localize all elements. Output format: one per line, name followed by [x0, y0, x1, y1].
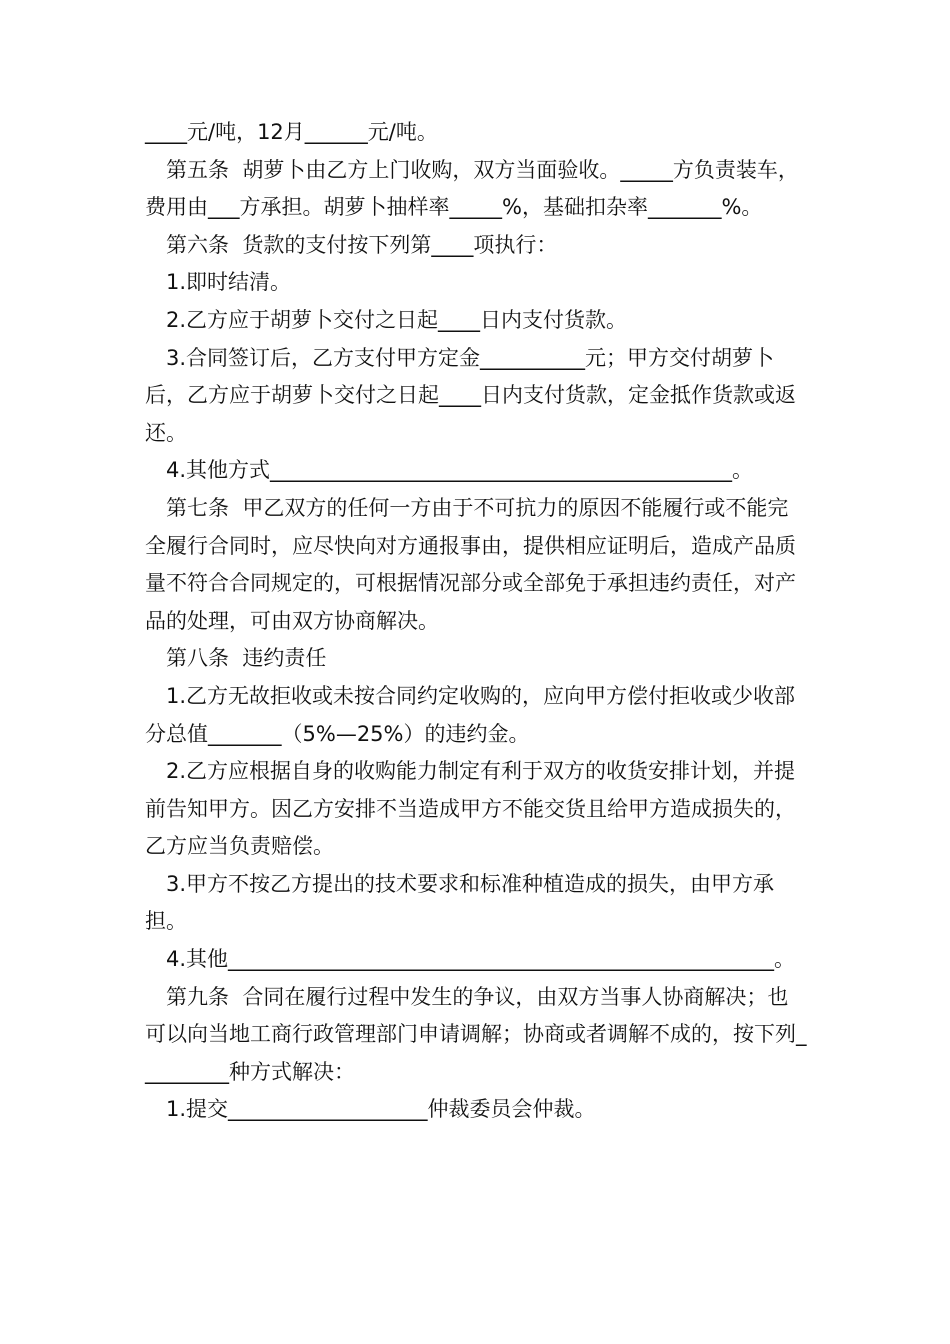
- paragraph-article-8-item-2: 2.乙方应根据自身的收购能力制定有利于双方的收货安排计划，并提前告知甲方。因乙方安排不当造成甲方不能交货且给甲方造成损失的，乙方应当负责赔偿。: [145, 759, 796, 859]
- paragraph-article-7: 第七条 甲乙双方的任何一方由于不可抗力的原因不能履行或不能完全履行合同时，应尽快向对方通报事由，提供相应证明后，造成产品质量不符合合同规定的，可根据情况部分或全部免于承担违约责任，对产品的处理，可由双方协商解决。: [145, 495, 796, 633]
- paragraph-article-5: 第五条 胡萝卜由乙方上门收购，双方当面验收。_____方负责装车，费用由___方承担。胡萝卜抽样率_____%，基础扣杂率_______%。: [145, 157, 799, 220]
- paragraph-article-6-item-4: 4.其他方式____________________________________________。: [166, 458, 754, 483]
- paragraph-article-8-item-4: 4.其他____________________________________________________。: [166, 947, 796, 972]
- paragraph-article-6: 第六条 货款的支付按下列第____项执行：: [166, 232, 558, 257]
- document-body: [145, 114, 807, 1129]
- paragraph-article-9: 第九条 合同在履行过程中发生的争议，由双方当事人协商解决；也可以向当地工商行政管理部门申请调解；协商或者调解不成的，按下列_________种方式解决：: [145, 984, 807, 1084]
- paragraph-article-6-item-3: 3.合同签订后，乙方支付甲方定金__________元；甲方交付胡萝卜后，乙方应于胡萝卜交付之日起____日内支付货款，定金抵作货款或返还。: [145, 345, 796, 445]
- paragraph-article-6-item-1: 1.即时结清。: [166, 270, 292, 295]
- paragraph-price-line: ____元/吨，12月______元/吨。: [145, 120, 438, 144]
- paragraph-article-8-item-3: 3.甲方不按乙方提出的技术要求和标准种植造成的损失，由甲方承担。: [145, 871, 775, 934]
- paragraph-article-8: 第八条 违约责任: [166, 646, 327, 671]
- paragraph-article-6-item-2: 2.乙方应于胡萝卜交付之日起____日内支付货款。: [166, 307, 628, 332]
- paragraph-article-9-item-1: 1.提交___________________仲裁委员会仲裁。: [166, 1097, 596, 1122]
- paragraph-article-8-item-1: 1.乙方无故拒收或未按合同约定收购的，应向甲方偿付拒收或少收部分总值_______（5%—25%）的违约金。: [145, 683, 796, 746]
